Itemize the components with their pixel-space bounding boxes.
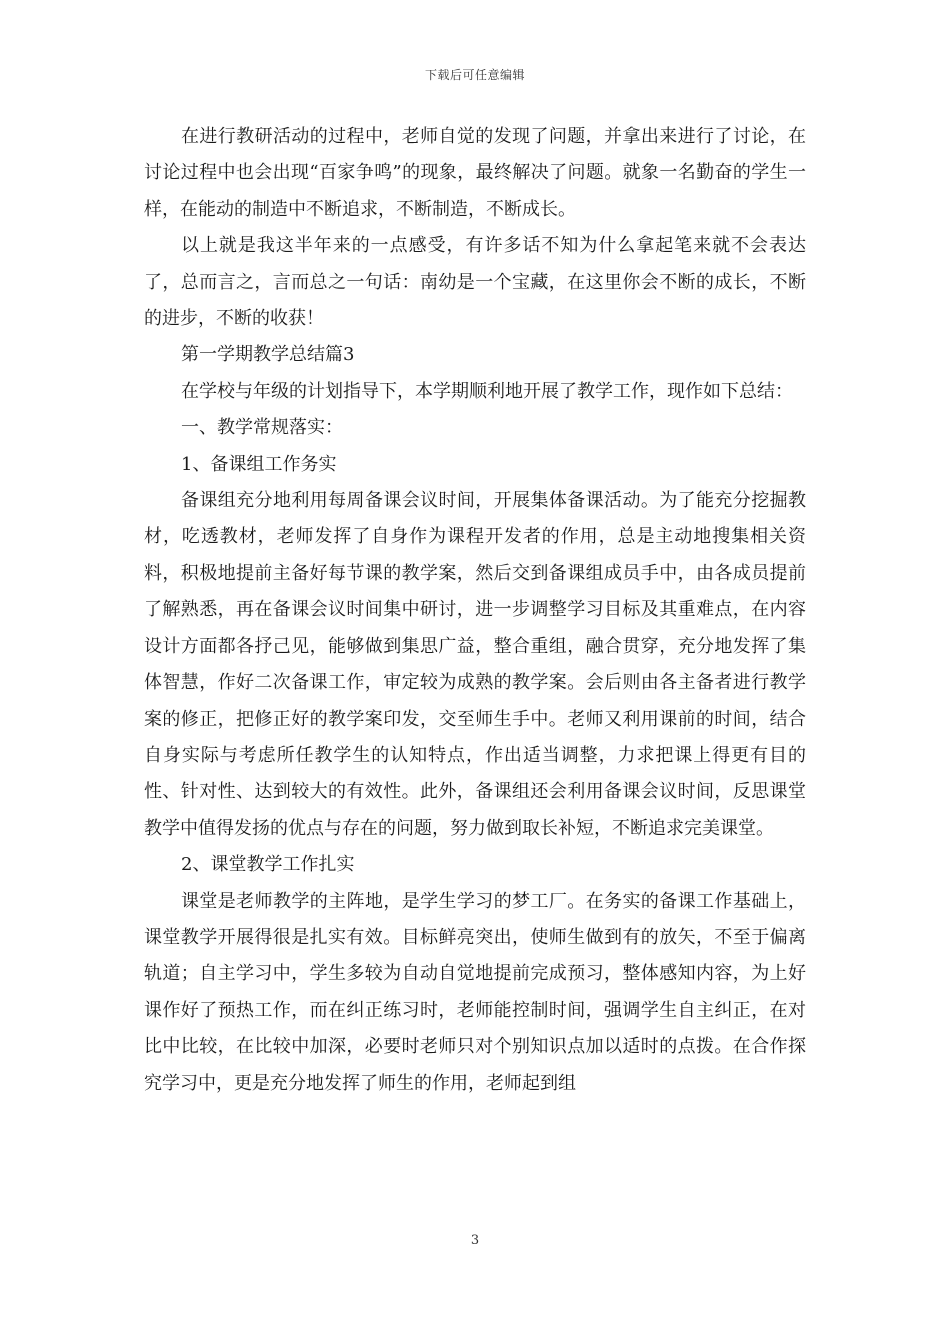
paragraph-1: 在进行教研活动的过程中，老师自觉的发现了问题，并拿出来进行了讨论，在讨论过程中也会出现“百家争鸣”的现象，最终解决了问题。就象一名勤奋的学生一样，在能动的制造中不断追求，不断制造，不断成长。 <box>144 126 806 220</box>
paragraph-classroom: 课堂是老师教学的主阵地，是学生学习的梦工厂。在务实的备课工作基础上，课堂教学开展得很是扎实有效。目标鲜亮突出，使师生做到有的放矢，不至于偏离轨道；自主学习中，学生多较为自动自觉地提前完成预习，整体感知内容，为上好课作好了预热工作，而在纠正练习时，老师能控制时间，强调学生自主纠正，在对比中比较，在比较中加深，必要时老师只对个别知识点加以适时的点拨。在合作探究学习中，更是充分地发挥了师生的作用，老师起到组 <box>144 890 806 1094</box>
page-number: 3 <box>470 1233 480 1248</box>
section-title: 第一学期教学总结篇3 <box>181 344 355 366</box>
paragraph-2: 以上就是我这半年来的一点感受，有许多话不知为什么拿起笔来就不会表达了，总而言之，言而总之一句话：南幼是一个宝藏，在这里你会不断的成长，不断的进步，不断的收获！ <box>144 235 806 330</box>
subheading-lesson-prep: 1、备课组工作务实 <box>181 453 337 475</box>
paragraph-3: 在学校与年级的计划指导下，本学期顺利地开展了教学工作，现作如下总结： <box>181 380 793 402</box>
subheading-classroom: 2、课堂教学工作扎实 <box>181 854 355 876</box>
heading-teaching-routine: 一、教学常规落实： <box>181 417 343 439</box>
paragraph-lesson-prep: 备课组充分地利用每周备课会议时间，开展集体备课活动。为了能充分挖掘教材，吃透教材，老师发挥了自身作为课程开发者的作用，总是主动地搜集相关资料，积极地提前主备好每节课的教学案，然后交到备课组成员手中，由各成员提前了解熟悉，再在备课会议时间集中研讨，进一步调整学习目标及其重难点，在内容设计方面都各抒己见，能够做到集思广益，整合重组，融合贯穿，充分地发挥了集体智慧，作好二次备课工作，审定较为成熟的教学案。会后则由各主备者进行教学案的修正，把修正好的教学案印发，交至师生手中。老师又利用课前的时间，结合自身实际与考虑所任教学生的认知特点，作出适当调整，力求把课上得更有目的性、针对性、达到较大的有效性。此外，备课组还会利用备课会议时间，反思课堂教学中值得发扬的优点与存在的问题，努力做到取长补短，不断追求完美课堂。 <box>144 490 806 839</box>
page-header: 下载后可任意编辑 <box>424 68 525 82</box>
document-body <box>144 119 806 1102</box>
